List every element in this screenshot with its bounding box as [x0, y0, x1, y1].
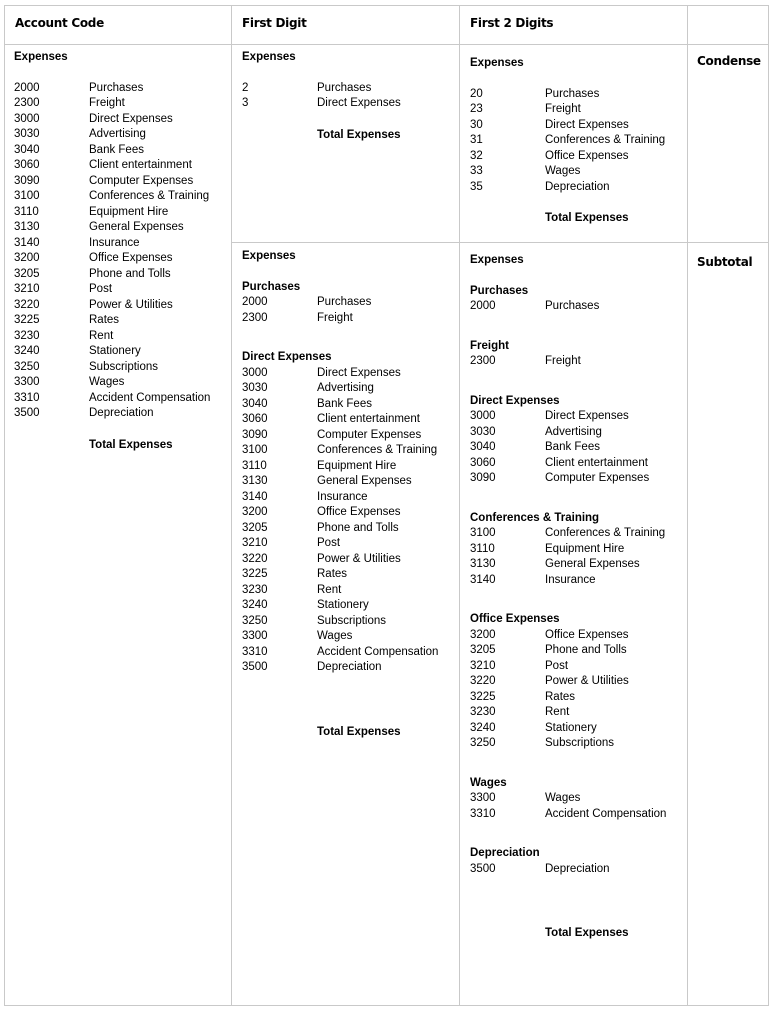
account-group	[242, 350, 438, 676]
account-row	[14, 174, 210, 190]
account-name: Equipment Hire	[89, 205, 169, 218]
account-name: Client entertainment	[545, 456, 648, 469]
account-code: 3210	[242, 537, 268, 549]
account-code: 3100	[470, 527, 496, 539]
account-row	[242, 505, 438, 521]
group-heading: Direct Expenses	[470, 394, 560, 407]
account-row	[14, 282, 210, 298]
total-expenses-label: Total Expenses	[317, 725, 401, 738]
account-code: 3090	[242, 428, 268, 441]
account-code: 3060	[470, 456, 496, 469]
account-name: Client entertainment	[317, 413, 420, 425]
account-name: Bank Fees	[317, 397, 372, 410]
account-code: 35	[470, 180, 483, 193]
subtotal-first-2-digits-cell	[470, 253, 666, 942]
account-row	[470, 133, 665, 149]
account-row	[14, 298, 210, 314]
account-code: 3040	[470, 441, 496, 453]
account-name: Wages	[89, 376, 125, 388]
account-row	[14, 344, 210, 360]
account-row	[242, 567, 438, 583]
account-row	[242, 614, 438, 630]
account-row	[14, 96, 210, 112]
account-name: Client entertainment	[89, 159, 192, 171]
account-name: Advertising	[545, 425, 602, 438]
account-name: Depreciation	[545, 180, 610, 193]
account-row	[14, 127, 210, 143]
account-code: 3140	[14, 236, 40, 249]
account-name: Computer Expenses	[317, 428, 422, 441]
account-code: 3310	[14, 391, 40, 404]
header-first-digit: First Digit	[242, 16, 307, 30]
account-code: 3225	[242, 568, 268, 580]
account-name: Stationery	[545, 721, 597, 734]
account-row	[14, 375, 210, 391]
account-name: Freight	[89, 97, 125, 109]
account-code: 3500	[242, 661, 268, 673]
account-name: General Expenses	[317, 475, 412, 487]
account-name: Advertising	[317, 382, 374, 394]
account-code: 3040	[14, 143, 40, 156]
account-name: Wages	[317, 630, 353, 642]
account-code: 3	[242, 97, 249, 109]
account-code: 3110	[242, 459, 267, 472]
account-row	[470, 721, 666, 737]
section-title: Expenses	[470, 254, 524, 266]
account-row	[242, 459, 438, 475]
account-code: 3500	[14, 407, 40, 419]
account-row	[14, 251, 210, 267]
account-name: Subscriptions	[317, 614, 387, 627]
account-name: Office Expenses	[545, 149, 629, 162]
account-name: Phone and Tolls	[545, 644, 627, 656]
account-row	[14, 158, 210, 174]
account-row	[470, 526, 666, 542]
account-code: 31	[470, 134, 483, 146]
account-row	[242, 536, 438, 552]
account-name: Direct Expenses	[545, 410, 629, 422]
account-name: Rates	[317, 568, 348, 580]
account-name: Power & Utilities	[317, 552, 401, 565]
account-code: 3205	[242, 521, 268, 534]
account-row	[470, 736, 666, 752]
account-code: 3250	[242, 614, 268, 627]
account-row	[470, 643, 666, 659]
account-row	[470, 164, 665, 180]
section-title: Expenses	[242, 250, 296, 262]
total-expenses-label: Total Expenses	[545, 927, 629, 939]
column-divider	[231, 6, 232, 1005]
account-name: Purchases	[317, 81, 372, 94]
account-code: 3240	[470, 721, 496, 734]
account-row	[470, 425, 666, 441]
account-code: 3130	[242, 475, 268, 487]
account-name: Power & Utilities	[89, 298, 173, 311]
account-code: 3140	[470, 573, 496, 586]
account-name: Equipment Hire	[317, 459, 397, 472]
account-row	[14, 220, 210, 236]
account-name: Phone and Tolls	[89, 267, 171, 280]
subtotal-first-digit-cell	[242, 249, 438, 740]
account-code: 3030	[242, 382, 268, 394]
account-row	[242, 81, 401, 97]
account-code: 3310	[470, 807, 496, 820]
account-name: Accident Compensation	[89, 391, 211, 404]
account-row	[14, 406, 210, 422]
account-row	[242, 366, 438, 382]
account-name: Depreciation	[317, 661, 382, 673]
group-heading: Wages	[470, 776, 507, 789]
section-title: Expenses	[470, 57, 524, 69]
comparison-table	[4, 5, 769, 1006]
account-row	[470, 118, 665, 134]
account-code: 3090	[470, 472, 496, 484]
column-divider	[459, 6, 460, 1005]
account-name: Depreciation	[545, 862, 610, 875]
account-code: 3030	[470, 425, 496, 438]
account-name: Conferences & Training	[545, 527, 666, 539]
account-row	[14, 267, 210, 283]
account-row	[470, 354, 666, 370]
account-name: Conferences & Training	[317, 444, 438, 456]
account-code: 2300	[14, 97, 40, 109]
account-code: 3205	[470, 644, 496, 656]
section-title: Expenses	[14, 51, 68, 63]
account-name: Freight	[545, 103, 581, 115]
account-name: Direct Expenses	[317, 97, 401, 109]
account-group	[470, 846, 666, 877]
account-code: 3250	[14, 360, 40, 373]
account-name: Rent	[317, 583, 342, 596]
group-heading: Purchases	[470, 284, 529, 297]
account-code-cell	[14, 50, 210, 453]
account-row	[242, 629, 438, 645]
account-code: 32	[470, 149, 483, 162]
account-name: Purchases	[545, 300, 600, 312]
account-row	[242, 311, 438, 327]
account-row	[242, 645, 438, 661]
account-group	[470, 511, 666, 589]
account-row	[242, 96, 401, 112]
group-heading: Conferences & Training	[470, 511, 600, 524]
total-expenses-label: Total Expenses	[545, 212, 629, 224]
account-row	[242, 443, 438, 459]
section-title: Expenses	[242, 51, 296, 63]
account-code: 3110	[14, 205, 39, 218]
row-divider	[231, 242, 768, 243]
account-row	[470, 659, 666, 675]
account-row	[14, 329, 210, 345]
account-row	[242, 295, 438, 311]
account-row	[470, 573, 666, 589]
account-name: Conferences & Training	[545, 134, 666, 146]
account-code: 33	[470, 165, 483, 177]
account-code: 3240	[242, 599, 268, 611]
account-name: Direct Expenses	[89, 112, 173, 125]
account-row	[242, 660, 438, 676]
header-divider	[5, 44, 768, 45]
account-code: 23	[470, 103, 483, 115]
account-name: Office Expenses	[545, 628, 629, 641]
account-code: 3100	[242, 444, 268, 456]
account-name: Purchases	[545, 87, 600, 100]
account-code: 3130	[470, 558, 496, 570]
account-code: 2300	[242, 311, 268, 324]
account-name: Rent	[89, 329, 114, 342]
account-row	[470, 440, 666, 456]
account-group	[242, 280, 438, 327]
condense-first-digit-cell	[242, 50, 401, 143]
account-code: 3200	[14, 252, 40, 264]
account-name: Purchases	[89, 81, 144, 94]
account-code: 3060	[14, 159, 40, 171]
account-code: 3210	[470, 659, 496, 672]
account-name: Depreciation	[89, 407, 154, 419]
account-code: 3230	[14, 329, 40, 342]
account-row	[470, 674, 666, 690]
group-list	[470, 284, 666, 878]
account-code: 3205	[14, 267, 40, 280]
account-name: Power & Utilities	[545, 675, 629, 687]
account-name: Rates	[89, 314, 120, 326]
account-code: 3225	[14, 314, 40, 326]
account-row	[470, 705, 666, 721]
account-group	[470, 776, 666, 823]
header-account-code: Account Code	[15, 16, 104, 30]
account-code: 3300	[14, 376, 40, 388]
account-row	[470, 456, 666, 472]
account-row	[14, 189, 210, 205]
account-row	[242, 598, 438, 614]
row-label-condense: Condense	[697, 54, 761, 68]
condense-first-2-digits-cell	[470, 56, 665, 227]
account-row	[14, 236, 210, 252]
group-list	[242, 280, 438, 676]
account-name: Freight	[545, 355, 581, 367]
account-name: Equipment Hire	[545, 542, 625, 555]
account-name: Direct Expenses	[317, 366, 401, 379]
account-code: 3220	[242, 552, 268, 565]
account-code: 2000	[242, 296, 268, 308]
account-code: 3060	[242, 413, 268, 425]
account-row	[470, 690, 666, 706]
account-name: Bank Fees	[545, 441, 600, 453]
account-code: 3210	[14, 283, 40, 295]
account-group	[470, 612, 666, 752]
account-row	[470, 791, 666, 807]
account-row	[470, 409, 666, 425]
account-code: 3090	[14, 174, 40, 187]
account-name: Rent	[545, 706, 570, 718]
account-list	[14, 81, 210, 422]
account-code: 3230	[470, 706, 496, 718]
account-row	[242, 381, 438, 397]
account-row	[14, 112, 210, 128]
account-row	[470, 180, 665, 196]
account-name: General Expenses	[89, 221, 184, 233]
account-row	[14, 81, 210, 97]
account-code: 3000	[470, 410, 496, 422]
account-row	[14, 360, 210, 376]
account-code: 3300	[242, 630, 268, 642]
account-row	[470, 557, 666, 573]
account-code: 3000	[242, 366, 268, 379]
account-row	[470, 807, 666, 823]
account-code: 20	[470, 87, 483, 100]
account-row	[14, 205, 210, 221]
group-heading: Depreciation	[470, 847, 540, 859]
account-row	[470, 628, 666, 644]
account-row	[242, 474, 438, 490]
account-name: Post	[545, 659, 569, 672]
account-row	[14, 391, 210, 407]
account-code: 3225	[470, 690, 496, 703]
account-row	[470, 299, 666, 315]
account-code: 3040	[242, 397, 268, 410]
account-code: 3030	[14, 128, 40, 140]
account-code: 2	[242, 81, 249, 94]
account-code: 3110	[470, 542, 495, 555]
account-name: Insurance	[317, 490, 368, 503]
account-code: 3500	[470, 862, 496, 875]
account-name: Office Expenses	[89, 252, 173, 264]
account-name: Phone and Tolls	[317, 521, 399, 534]
account-name: Purchases	[317, 296, 372, 308]
account-group	[470, 284, 666, 315]
account-row	[242, 428, 438, 444]
account-name: Subscriptions	[89, 360, 159, 373]
account-row	[470, 87, 665, 103]
account-code: 3130	[14, 221, 40, 233]
account-name: General Expenses	[545, 558, 640, 570]
account-name: Direct Expenses	[545, 118, 629, 131]
account-name: Conferences & Training	[89, 190, 210, 202]
account-code: 3310	[242, 645, 268, 658]
account-code: 2000	[470, 300, 496, 312]
account-code: 3300	[470, 792, 496, 804]
account-name: Stationery	[317, 599, 369, 611]
account-name: Post	[317, 537, 341, 549]
account-code: 30	[470, 118, 483, 131]
group-heading: Purchases	[242, 280, 301, 293]
account-list	[470, 87, 665, 196]
account-name: Wages	[545, 165, 581, 177]
account-name: Computer Expenses	[545, 472, 650, 484]
account-code: 3220	[14, 298, 40, 311]
account-name: Insurance	[545, 573, 596, 586]
account-code: 3250	[470, 737, 496, 749]
row-label-subtotal: Subtotal	[697, 255, 753, 269]
account-row	[470, 149, 665, 165]
account-code: 2300	[470, 355, 496, 367]
account-list	[242, 81, 401, 112]
group-heading: Office Expenses	[470, 613, 560, 625]
account-name: Accident Compensation	[317, 645, 439, 658]
column-divider	[687, 6, 688, 1005]
account-code: 3000	[14, 112, 40, 125]
group-heading: Freight	[470, 339, 509, 352]
account-name: Subscriptions	[545, 737, 615, 749]
account-row	[470, 102, 665, 118]
account-group	[470, 394, 666, 487]
total-expenses-label: Total Expenses	[317, 128, 401, 141]
account-group	[470, 339, 666, 370]
account-code: 3200	[242, 506, 268, 518]
account-name: Wages	[545, 792, 581, 804]
account-row	[242, 552, 438, 568]
account-name: Stationery	[89, 345, 141, 357]
account-name: Computer Expenses	[89, 174, 194, 187]
account-name: Bank Fees	[89, 143, 144, 156]
account-name: Rates	[545, 690, 576, 703]
account-row	[242, 521, 438, 537]
account-name: Insurance	[89, 236, 140, 249]
account-row	[242, 397, 438, 413]
account-row	[470, 862, 666, 878]
group-heading: Direct Expenses	[242, 351, 332, 363]
account-code: 3220	[470, 675, 496, 687]
account-row	[470, 471, 666, 487]
account-code: 3100	[14, 190, 40, 202]
account-name: Office Expenses	[317, 506, 401, 518]
account-code: 3140	[242, 490, 268, 503]
account-code: 3230	[242, 583, 268, 596]
account-name: Advertising	[89, 128, 146, 140]
account-row	[242, 583, 438, 599]
account-row	[14, 313, 210, 329]
account-row	[242, 412, 438, 428]
account-code: 3240	[14, 345, 40, 357]
account-name: Accident Compensation	[545, 807, 667, 820]
account-row	[14, 143, 210, 159]
account-code: 3200	[470, 628, 496, 641]
total-expenses-label: Total Expenses	[89, 438, 173, 451]
account-row	[242, 490, 438, 506]
header-first-2-digits: First 2 Digits	[470, 16, 554, 30]
account-code: 2000	[14, 81, 40, 94]
account-name: Post	[89, 283, 113, 295]
account-name: Freight	[317, 311, 353, 324]
account-row	[470, 542, 666, 558]
